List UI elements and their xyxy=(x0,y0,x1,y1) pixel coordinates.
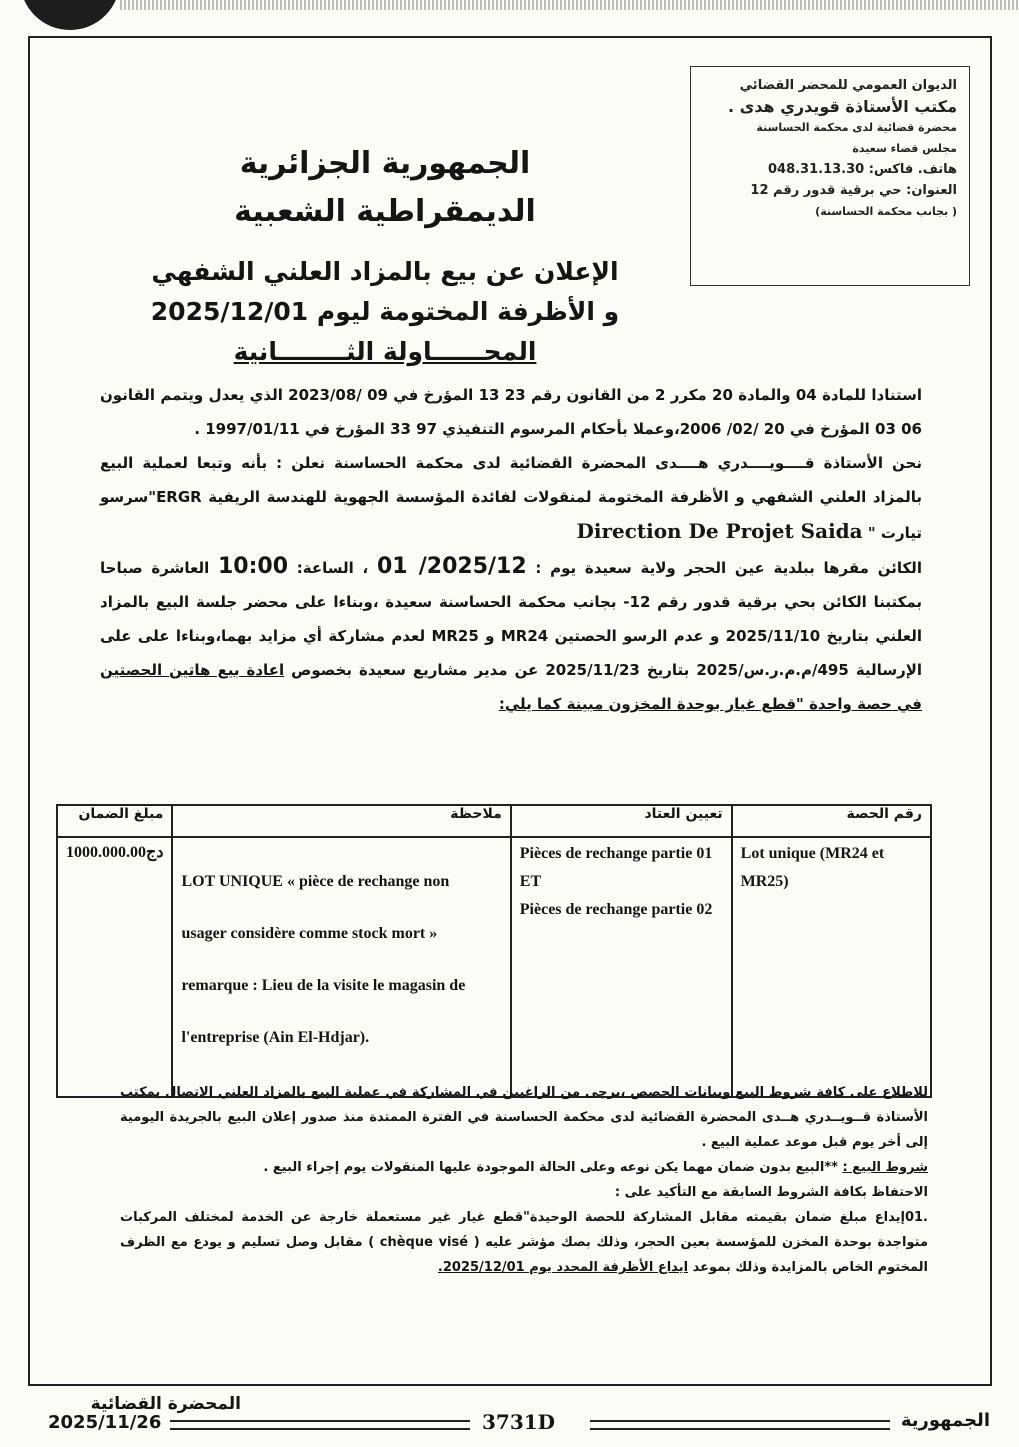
designation-part-2: Pièces de rechange partie 02 xyxy=(519,901,713,918)
conditions-reminder: الاحتفاظ بكافة الشروط السابقة مع التأكيد على : xyxy=(614,1185,928,1200)
lot-cell: Lot unique (MR24 et MR25) xyxy=(732,837,931,1097)
table-row xyxy=(57,837,931,1097)
note-line-3: remarque : Lieu de la visite le magasin de xyxy=(181,977,466,994)
footer-rule-right xyxy=(590,1420,890,1430)
info-paragraph: للاطلاع على كافة شروط البيع وبيانات الحصص ،يرجى من الراغبين في المشاركة في عملية البيع بالمزاد العلني الاتصال بمكتب الأستاذة قــويــدري هــدى المحضرة القضائية لدى محكمة الحساسنة في الفترة الممتدة منذ صدور إعلان البيع بالجريدة اليومية إلى أخر يوم قبل موعد عملية البيع . xyxy=(120,1085,928,1150)
note-line-4: l'entreprise (Ain El-Hdjar). xyxy=(181,1029,370,1046)
sale-location-text: الكائن مقرها ببلدية عين الحجر ولاية سعيدة يوم : xyxy=(535,559,922,577)
designation-cell xyxy=(511,837,732,1097)
sale-details-text: العاشرة صباحا بمكتبنا الكائن بحي برقية قدور رقم 12- بجانب محكمة الحساسنة سعيدة ،وبناءا على محضر جلسة البيع بالمزاد العلني بتاريخ 2025/11/10 و عدم الرسو الحصتين MR24 و MR25 لعدم مشاركة أي مزايد بهما،وبناءا على على الإرسالية 495/م.م.ر.س/2025 بتاريخ 2025/11/23 عن مدير مشاريع سعيدة بخصوص xyxy=(100,559,923,679)
signature: المحضرة القضائية xyxy=(90,1394,241,1414)
lots-table xyxy=(56,804,932,1098)
attempt-label: المحــــــاولة الثــــــــانية xyxy=(233,337,537,366)
footer-issue-number: 3731D xyxy=(482,1410,556,1434)
stamp-bailiff-name: مكتب الأستاذة قويدري هدى . xyxy=(728,97,957,116)
header-guarantee: مبلغ الضمان xyxy=(57,805,172,837)
sale-conditions xyxy=(120,1080,928,1280)
footer-newspaper-name: الجمهورية xyxy=(900,1410,990,1431)
sale-terms-text: **البيع بدون ضمان مهما يكن نوعه وعلى الحالة الموجودة عليها المنقولات يوم إجراء البيع . xyxy=(263,1160,838,1175)
announcement-title-line2: و الأظرفة المختومة ليوم 2025/12/01 xyxy=(150,297,620,326)
note-line-2: usager considère comme stock mort » xyxy=(181,925,438,942)
sale-date: 2025/12/ 01 xyxy=(376,554,527,579)
newspaper-emblem xyxy=(20,0,120,30)
deposit-deadline: ايداع الأظرفة المحدد يوم 2025/12/01. xyxy=(437,1260,689,1275)
stamp-council: مجلس قضاء سعيدة xyxy=(852,142,957,155)
direction-name: Direction De Projet Saida xyxy=(576,519,863,543)
deposit-text: .01إيداع مبلغ ضمان بقيمته مقابل المشاركة للحصة الوحيدة"قطع غيار غير مستعملة خارجة عن الخدمة لمختلف المركبات متواجدة بوحدة المخزن للمؤسسة بعين الحجر، وذلك بصك مؤشر عليه ( chèque visé ) مقابل وصل تسليم و يودع مع الظرف المختوم الخاص بالمزايدة وذلك بموعد xyxy=(120,1210,928,1275)
sale-terms-label: شروط البيع : xyxy=(842,1160,928,1175)
sale-time-label: ، الساعة: xyxy=(296,559,369,577)
stamp-office: الديوان العمومي للمحضر القضائي xyxy=(739,78,957,93)
note-line-1: LOT UNIQUE « pièce de rechange non xyxy=(181,873,450,890)
header-designation: تعيين العتاد xyxy=(511,805,732,837)
note-cell xyxy=(172,837,510,1097)
stamp-address-note: ( بجانب محكمة الحساسنة) xyxy=(815,205,957,218)
guarantee-amount: 1000.000.00دج xyxy=(57,837,172,1097)
republic-title: الجمهورية الجزائرية الديمقراطية الشعبية xyxy=(234,146,536,229)
announcement-text: نحن الأستاذة قــــويــــدري هــــدى المحضرة القضائية لدى محكمة الحساسنة نعلن : بأنه وتبعا لعملية البيع بالمزاد العلني الشفهي و الأظرفة المختومة لمنقولات لفائدة المؤسسة الجهوية للهندسة الريفية ERGR"سرسو تيارت " xyxy=(100,454,922,542)
designation-part-1: Pièces de rechange partie 01 ET xyxy=(519,845,713,890)
resale-notice: اعادة بيع هاتين الحصتين في حصة واحدة "قطع غيار بوحدة المخزون مبينة كما يلي: xyxy=(100,661,922,713)
header-lot-number: رقم الحصة xyxy=(732,805,931,837)
footer-date: 2025/11/26 xyxy=(48,1412,162,1433)
sale-details-paragraph xyxy=(100,550,922,721)
deposit-condition xyxy=(120,1205,928,1280)
sale-terms xyxy=(120,1155,928,1180)
top-decorative-rule xyxy=(120,0,1019,10)
table-header-row xyxy=(57,805,931,837)
header-note: ملاحظة xyxy=(172,805,510,837)
legal-basis-paragraph: استنادا للمادة 04 والمادة 20 مكرر 2 من القانون رقم 23 13 المؤرخ في 09 /2023/08 الذي يعدل ويتمم القانون 06 03 المؤرخ في 20 /02/ 2006،وعملا بأحكام المرسوم التنفيذي 97 33 المؤرخ في 1997/01/11 . xyxy=(100,386,922,438)
announcement-body xyxy=(100,378,922,721)
bailiff-stamp xyxy=(690,66,970,286)
announcement-title-line1: الإعلان عن بيع بالمزاد العلني الشفهي xyxy=(151,257,619,286)
stamp-address: العنوان: حي برقية قدور رقم 12 xyxy=(750,183,957,198)
announcement-heading xyxy=(150,140,620,372)
bailiff-announcement-paragraph xyxy=(100,446,922,550)
stamp-phone: هاتف. فاكس: 048.31.13.30 xyxy=(767,162,957,177)
stamp-court: محضرة قضائية لدى محكمة الحساسنة xyxy=(756,121,957,134)
page-footer xyxy=(20,1408,1000,1438)
footer-rule-left xyxy=(170,1420,470,1430)
sale-time: 10:00 xyxy=(217,554,289,579)
